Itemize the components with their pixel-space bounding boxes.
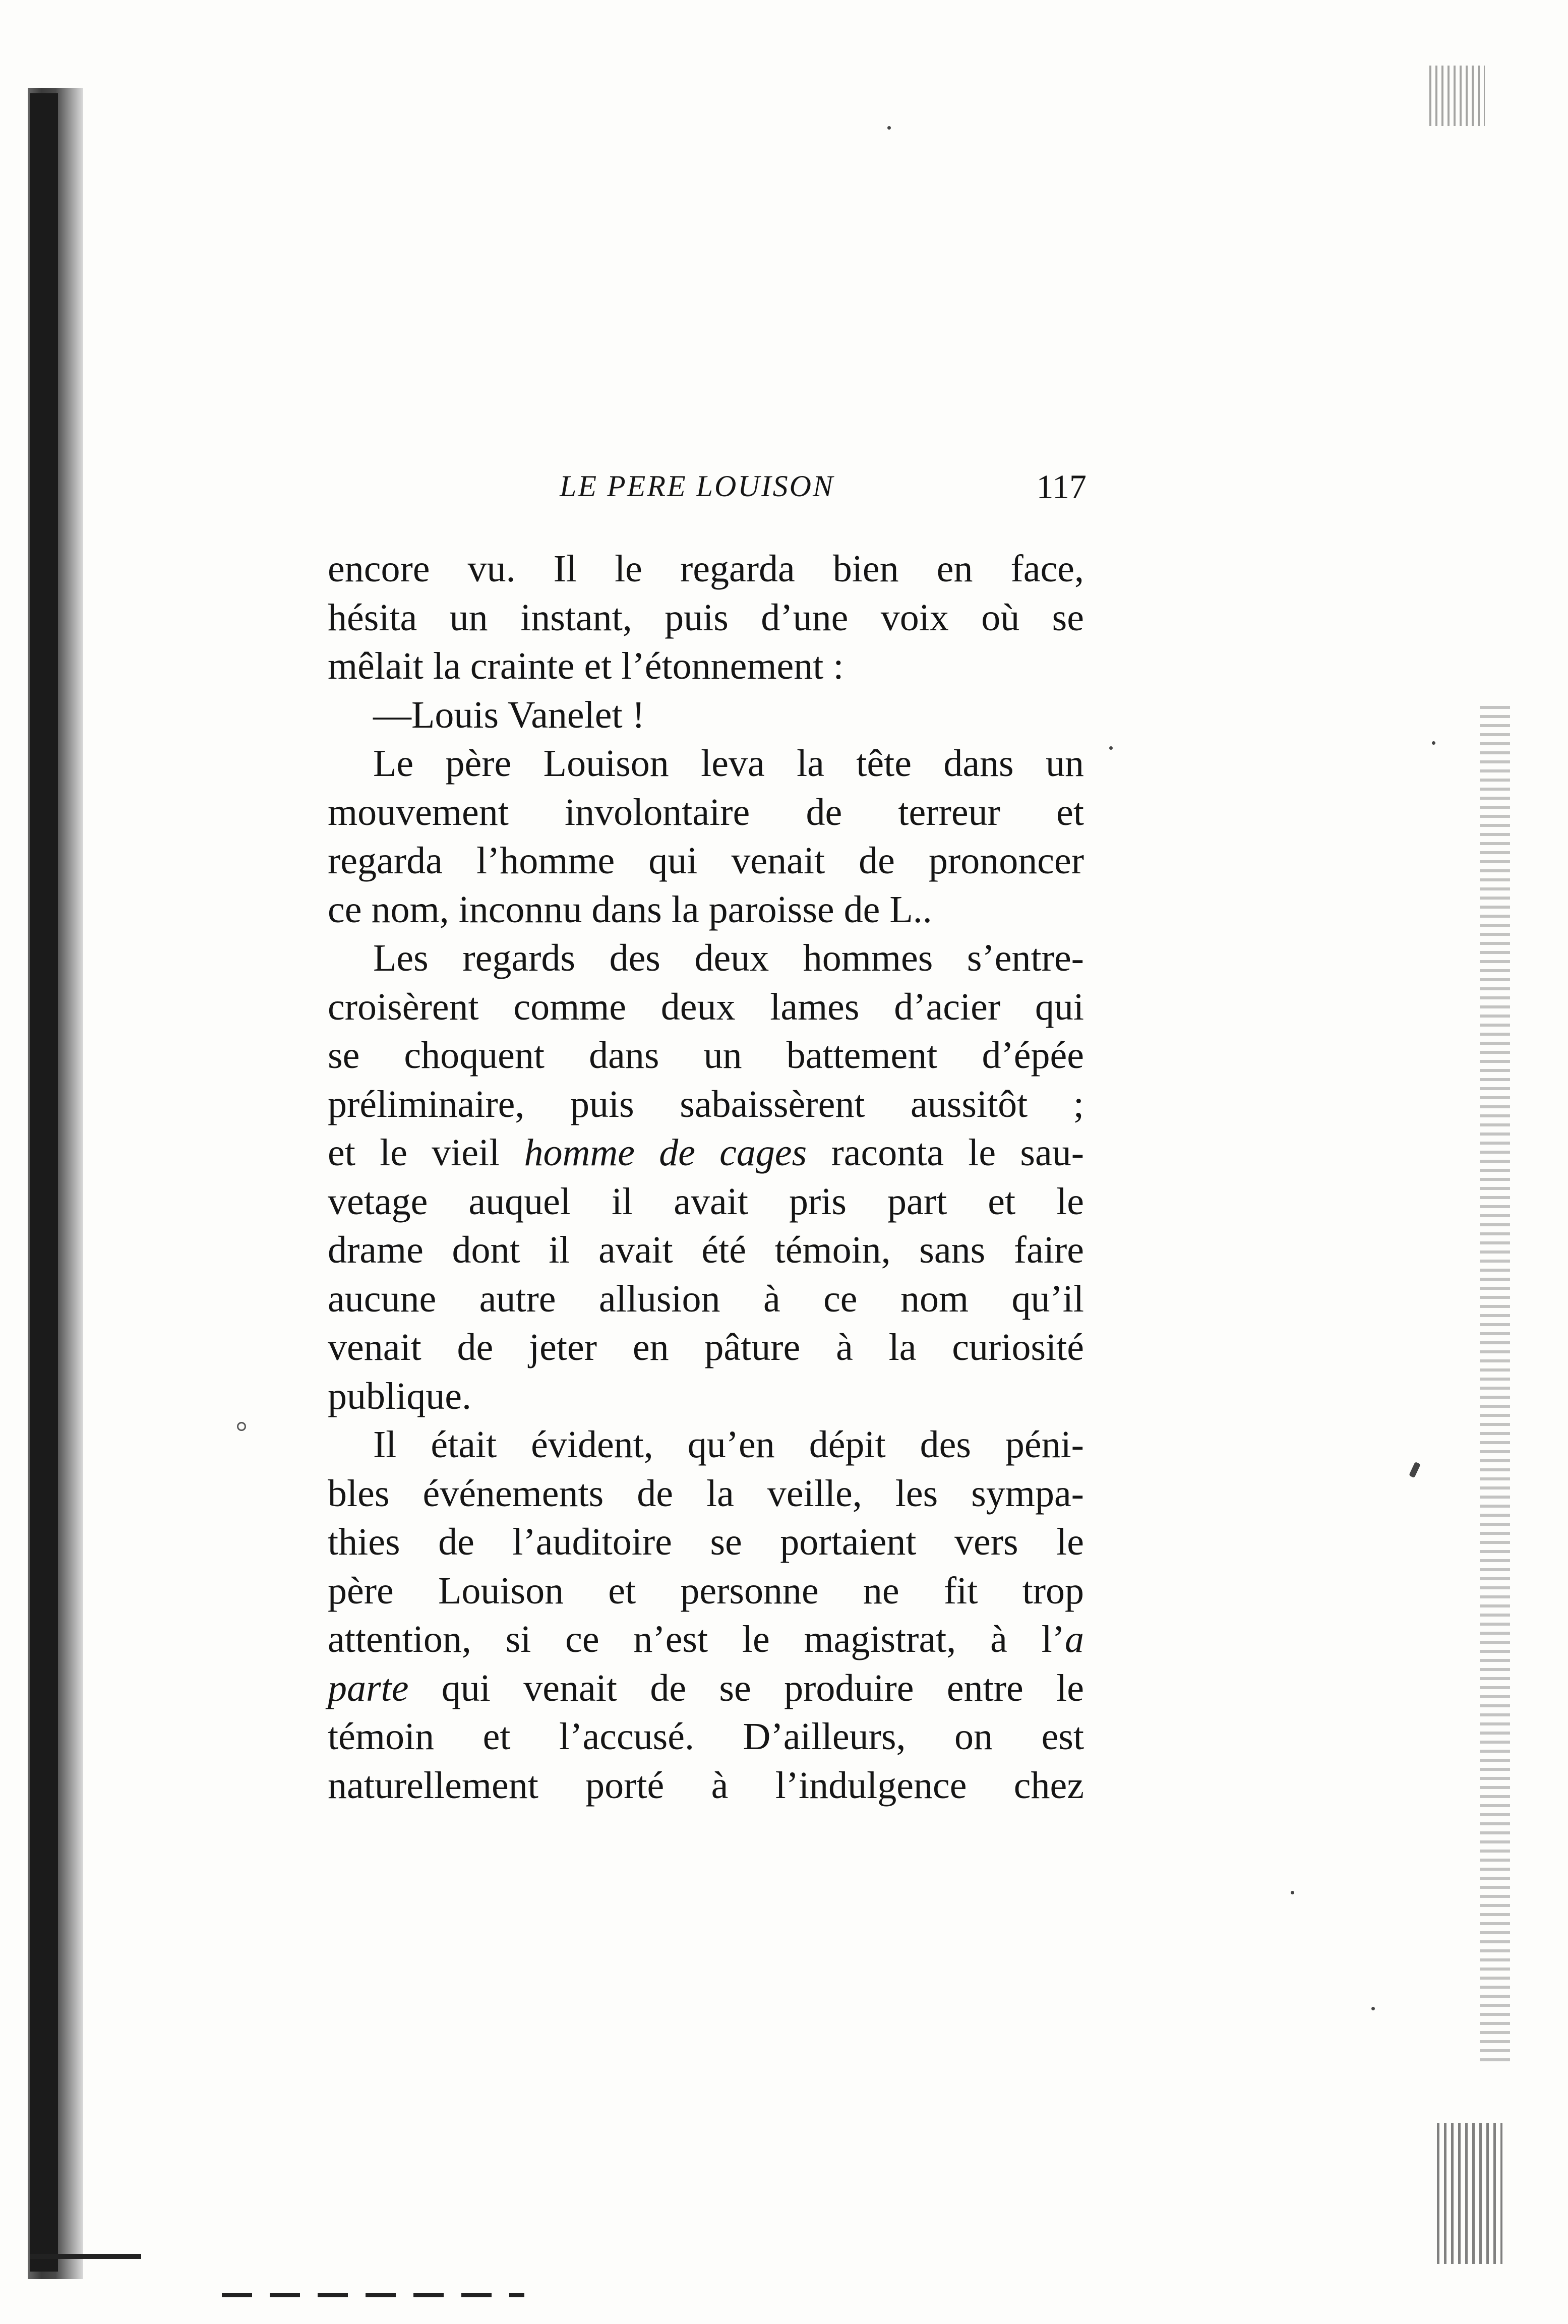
text-line: Le père Louison leva la tête dans un (373, 742, 1084, 785)
speck (1409, 1462, 1421, 1478)
italic-text-run: homme de cages (524, 1131, 807, 1174)
speck (237, 1422, 246, 1431)
text-run: raconta le sau- (807, 1131, 1084, 1174)
running-head (560, 469, 1087, 514)
text-line: témoin et l’accusé. D’ailleurs, on est (328, 1715, 1084, 1758)
italic-text-run: parte (328, 1666, 409, 1709)
text-line: mêlait la crainte et l’étonnement : (328, 645, 844, 687)
text-line (328, 1128, 1084, 1177)
page-number: 117 (1036, 467, 1087, 506)
text-line: père Louison et personne ne fit trop (328, 1569, 1084, 1612)
text-line: préliminaire, puis sabaissèrent aussitôt ; (328, 1083, 1084, 1125)
text-line: Il était évident, qu’en dépit des péni- (373, 1423, 1084, 1466)
scan-noise-bottom-dashes (222, 2293, 524, 2297)
text-line: naturellement porté à l’indulgence chez (328, 1764, 1084, 1807)
scan-noise-top-right (1429, 66, 1485, 126)
scan-noise-bottom-right (1437, 2123, 1502, 2264)
text-line: ce nom, inconnu dans la paroisse de L.. (328, 888, 932, 931)
text-line (328, 1615, 1084, 1664)
speck (1291, 1891, 1294, 1894)
text-run: et le vieil (328, 1131, 524, 1174)
text-line: Les regards des deux hommes s’entre- (373, 937, 1084, 979)
text-line: mouvement involontaire de terreur et (328, 791, 1084, 833)
text-line: hésita un instant, puis d’une voix où se (328, 596, 1084, 639)
text-run: qui venait de se produire entre le (408, 1666, 1084, 1709)
speck (1432, 741, 1435, 745)
running-title: LE PERE LOUISON (560, 469, 834, 503)
text-line: publique. (328, 1375, 471, 1417)
text-run: attention, si ce n’est le magistrat, à l’ (328, 1618, 1065, 1660)
text-line: —Louis Vanelet ! (373, 693, 645, 736)
text-line: drame dont il avait été témoin, sans faire (328, 1229, 1084, 1271)
speck (1109, 746, 1113, 750)
speck (1371, 2007, 1375, 2010)
gutter-foot-mark (30, 2254, 141, 2259)
book-gutter-edge (30, 93, 58, 2272)
text-line: se choquent dans un battement d’épée (328, 1034, 1084, 1077)
text-line: regarda l’homme qui venait de prononcer (328, 840, 1084, 882)
text-line: vetage auquel il avait pris part et le (328, 1180, 1084, 1223)
text-line: croisèrent comme deux lames d’acier qui (328, 985, 1084, 1028)
text-line: venait de jeter en pâture à la curiosité (328, 1326, 1084, 1368)
text-line: bles événements de la veille, les sympa- (328, 1472, 1084, 1515)
scan-noise-right-edge (1480, 706, 1510, 2067)
text-line: aucune autre allusion à ce nom qu’il (328, 1277, 1084, 1320)
speck (887, 126, 891, 130)
italic-text-run: a (1065, 1618, 1084, 1660)
text-line (328, 1664, 1084, 1713)
text-line: thies de l’auditoire se portaient vers le (328, 1521, 1084, 1563)
body-text (328, 545, 1084, 1810)
text-line: encore vu. Il le regarda bien en face, (328, 548, 1084, 590)
